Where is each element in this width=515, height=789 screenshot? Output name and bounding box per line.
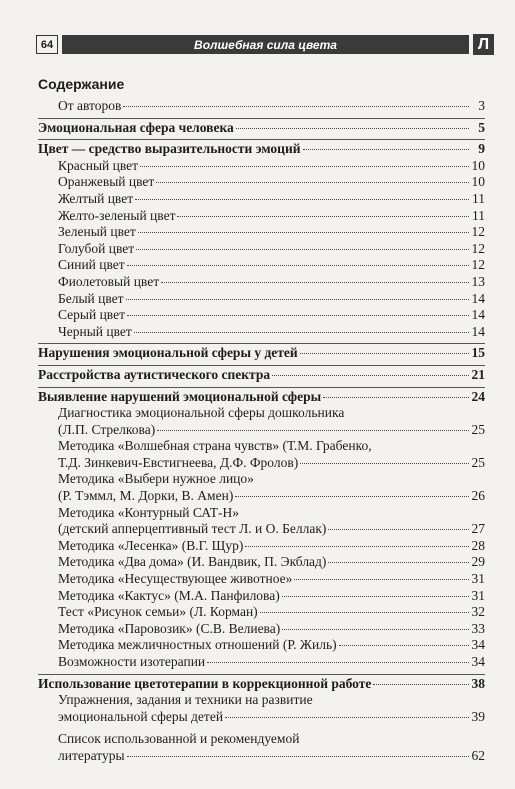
toc-entry-page: 11	[472, 190, 485, 206]
toc-entry-text: От авторов	[58, 98, 122, 113]
toc-entry-page: 10	[471, 174, 485, 190]
toc-entry-page: 13	[471, 273, 485, 289]
toc-entry-page: 33	[471, 620, 485, 636]
toc-entry-text: Возможности изотерапии	[58, 654, 206, 669]
toc-entry	[38, 471, 485, 504]
toc-entry-page: 5	[478, 119, 485, 135]
leader-dots	[260, 612, 469, 613]
toc-entry-text: Тест «Рисунок семьи» (Л. Корман)	[58, 604, 258, 620]
toc-entry-text: Белый цвет	[58, 290, 124, 306]
toc-entry-text: Цвет — средство выразительности эмоций	[38, 141, 301, 157]
toc-entry	[38, 307, 485, 324]
toc-section	[38, 389, 485, 406]
divider	[38, 365, 485, 366]
divider	[38, 674, 485, 675]
toc-entry-text-line1: Методика «Выбери нужное лицо»	[58, 471, 254, 487]
toc-entry-text: Методика «Несуществующее животное»	[58, 571, 293, 587]
leader-dots	[245, 546, 469, 547]
toc-entry-text: (Р. Тэммл, М. Дорки, В. Амен)	[58, 488, 234, 504]
toc-entry	[38, 98, 485, 115]
toc-entry-page: 27	[471, 521, 485, 537]
leader-dots	[323, 397, 469, 398]
leader-dots	[140, 166, 469, 167]
toc-entry-page: 12	[471, 224, 485, 240]
toc-entry-page: 14	[471, 307, 485, 323]
toc-entry-text-line1: Методика «Волшебная страна чувств» (Т.М. Грабенко,	[58, 438, 372, 454]
toc-entry-page: 3	[478, 98, 485, 113]
toc-entry	[38, 438, 485, 471]
toc-section	[38, 120, 485, 137]
toc-entry-page: 11	[472, 207, 485, 223]
toc-entry	[38, 174, 485, 191]
leader-dots	[300, 353, 469, 354]
running-title: Волшебная сила цвета	[62, 35, 469, 54]
toc-entry	[38, 571, 485, 588]
toc-entry-page: 34	[471, 654, 485, 669]
toc-entry-text: Нарушения эмоциональной сферы у детей	[38, 345, 298, 361]
leader-dots	[236, 128, 469, 129]
toc-entry-page: 28	[471, 537, 485, 553]
leader-dots	[303, 149, 469, 150]
toc-entry-text-line1: Диагностика эмоциональной сферы дошкольника	[58, 405, 345, 421]
page-number: 64	[36, 35, 58, 54]
toc-entry-page: 15	[471, 345, 485, 361]
toc-entry	[38, 191, 485, 208]
toc-entry	[38, 692, 485, 725]
toc-section	[38, 141, 485, 158]
divider	[38, 343, 485, 344]
toc-section	[38, 676, 485, 693]
leader-dots	[177, 216, 469, 217]
leader-dots	[207, 662, 469, 663]
toc-entry-text: Методика «Лесенка» (В.Г. Щур)	[58, 537, 244, 553]
leader-dots	[138, 232, 469, 233]
toc-entry	[38, 588, 485, 605]
leader-dots	[328, 562, 469, 563]
toc-entry-text: Расстройства аутистического спектра	[38, 366, 271, 382]
toc-entry-text: Серый цвет	[58, 307, 125, 323]
toc-entry-page: 31	[471, 587, 485, 603]
toc-entry	[38, 554, 485, 571]
toc-entry-page: 29	[471, 554, 485, 570]
leader-dots	[225, 717, 469, 718]
toc-entry-text: Зеленый цвет	[58, 224, 136, 240]
leader-dots	[294, 579, 469, 580]
publisher-logo: Л	[473, 34, 494, 55]
toc-entry-page: 62	[471, 747, 485, 763]
toc-section	[38, 367, 485, 384]
toc-entry-text: Синий цвет	[58, 257, 125, 273]
leader-dots	[136, 249, 469, 250]
toc-entry-page: 25	[471, 454, 485, 470]
toc-entry-text: Методика «Паровозик» (С.В. Велиева)	[58, 620, 281, 636]
toc-entry	[38, 224, 485, 241]
toc-entry	[38, 637, 485, 654]
toc-entry-page: 26	[471, 488, 485, 504]
leader-dots	[127, 265, 469, 266]
leader-dots	[123, 106, 469, 107]
toc-entry	[38, 274, 485, 291]
toc-entry-text-line1: Список использованной и рекомендуемой	[58, 731, 300, 747]
toc-entry-page: 25	[471, 421, 485, 437]
toc-entry-page: 39	[471, 708, 485, 724]
running-header	[36, 33, 494, 56]
toc-entry	[38, 604, 485, 621]
leader-dots	[300, 463, 469, 464]
toc-entry-page: 21	[471, 366, 485, 382]
toc-entry-text: Оранжевый цвет	[58, 174, 155, 190]
leader-dots	[235, 496, 469, 497]
toc-entry	[38, 731, 485, 764]
toc-section	[38, 345, 485, 362]
leader-dots	[373, 684, 469, 685]
toc-entry	[38, 158, 485, 175]
toc-entry	[38, 654, 485, 671]
leader-dots	[127, 315, 469, 316]
toc-entry-page: 10	[471, 157, 485, 173]
toc-entry-text-line1: Методика «Контурный САТ-Н»	[58, 504, 240, 520]
leader-dots	[328, 529, 469, 530]
toc-entry	[38, 538, 485, 555]
toc-entry	[38, 324, 485, 341]
toc-entry	[38, 241, 485, 258]
toc-entry-text: Эмоциональная сфера человека	[38, 119, 234, 135]
toc-entry-text: Красный цвет	[58, 157, 139, 173]
toc-entry-text: (Л.П. Стрелкова)	[58, 421, 156, 437]
toc-entry-text-line1: Упражнения, задания и техники на развитие	[58, 692, 313, 708]
leader-dots	[282, 596, 469, 597]
toc-entry-text: (детский апперцептивный тест Л. и О. Беллак)	[58, 521, 327, 537]
leader-dots	[157, 430, 469, 431]
leader-dots	[126, 299, 469, 300]
toc-entry-text: эмоциональной сферы детей	[58, 708, 224, 724]
toc-entry-page: 34	[471, 637, 485, 653]
toc-entry-text: Фиолетовый цвет	[58, 273, 160, 289]
toc-entry	[38, 291, 485, 308]
leader-dots	[161, 282, 469, 283]
toc-entry-text: Желто-зеленый цвет	[58, 207, 176, 223]
toc-entry-text: Голубой цвет	[58, 240, 135, 256]
toc-entry-page: 12	[471, 257, 485, 273]
toc-entry-page: 12	[471, 240, 485, 256]
toc-entry-page: 9	[478, 141, 485, 157]
toc-entry-text: Желтый цвет	[58, 190, 134, 206]
leader-dots	[282, 629, 469, 630]
toc-entry-page: 38	[471, 675, 485, 691]
toc-entry-page: 24	[471, 388, 485, 404]
leader-dots	[339, 645, 469, 646]
toc-entry	[38, 405, 485, 438]
leader-dots	[156, 182, 469, 183]
toc-entry	[38, 208, 485, 225]
leader-dots	[272, 375, 469, 376]
toc-entry-text: Методика «Два дома» (И. Вандвик, П. Экблад)	[58, 554, 327, 570]
table-of-contents	[38, 98, 485, 765]
toc-entry-text: Черный цвет	[58, 323, 132, 339]
toc-entry-text: Использование цветотерапии в коррекционной работе	[38, 675, 372, 691]
leader-dots	[127, 756, 469, 757]
toc-entry-text: Выявление нарушений эмоциональной сферы	[38, 388, 322, 404]
toc-entry-text: Методика «Кактус» (М.А. Панфилова)	[58, 587, 280, 603]
toc-entry-page: 32	[471, 604, 485, 620]
toc-entry-text: Т.Д. Зинкевич-Евстигнеева, Д.Ф. Фролов)	[58, 454, 299, 470]
toc-entry-text: Методика межличностных отношений (Р. Жиль)	[58, 637, 337, 653]
toc-entry	[38, 505, 485, 538]
divider	[38, 139, 485, 140]
toc-title: Содержание	[38, 76, 125, 92]
toc-entry-page: 31	[471, 571, 485, 587]
leader-dots	[135, 199, 469, 200]
divider	[38, 118, 485, 119]
leader-dots	[134, 332, 469, 333]
toc-entry-page: 14	[471, 323, 485, 339]
toc-entry	[38, 257, 485, 274]
toc-entry	[38, 621, 485, 638]
toc-entry-text: литературы	[58, 747, 125, 763]
toc-entry-page: 14	[471, 290, 485, 306]
divider	[38, 387, 485, 388]
